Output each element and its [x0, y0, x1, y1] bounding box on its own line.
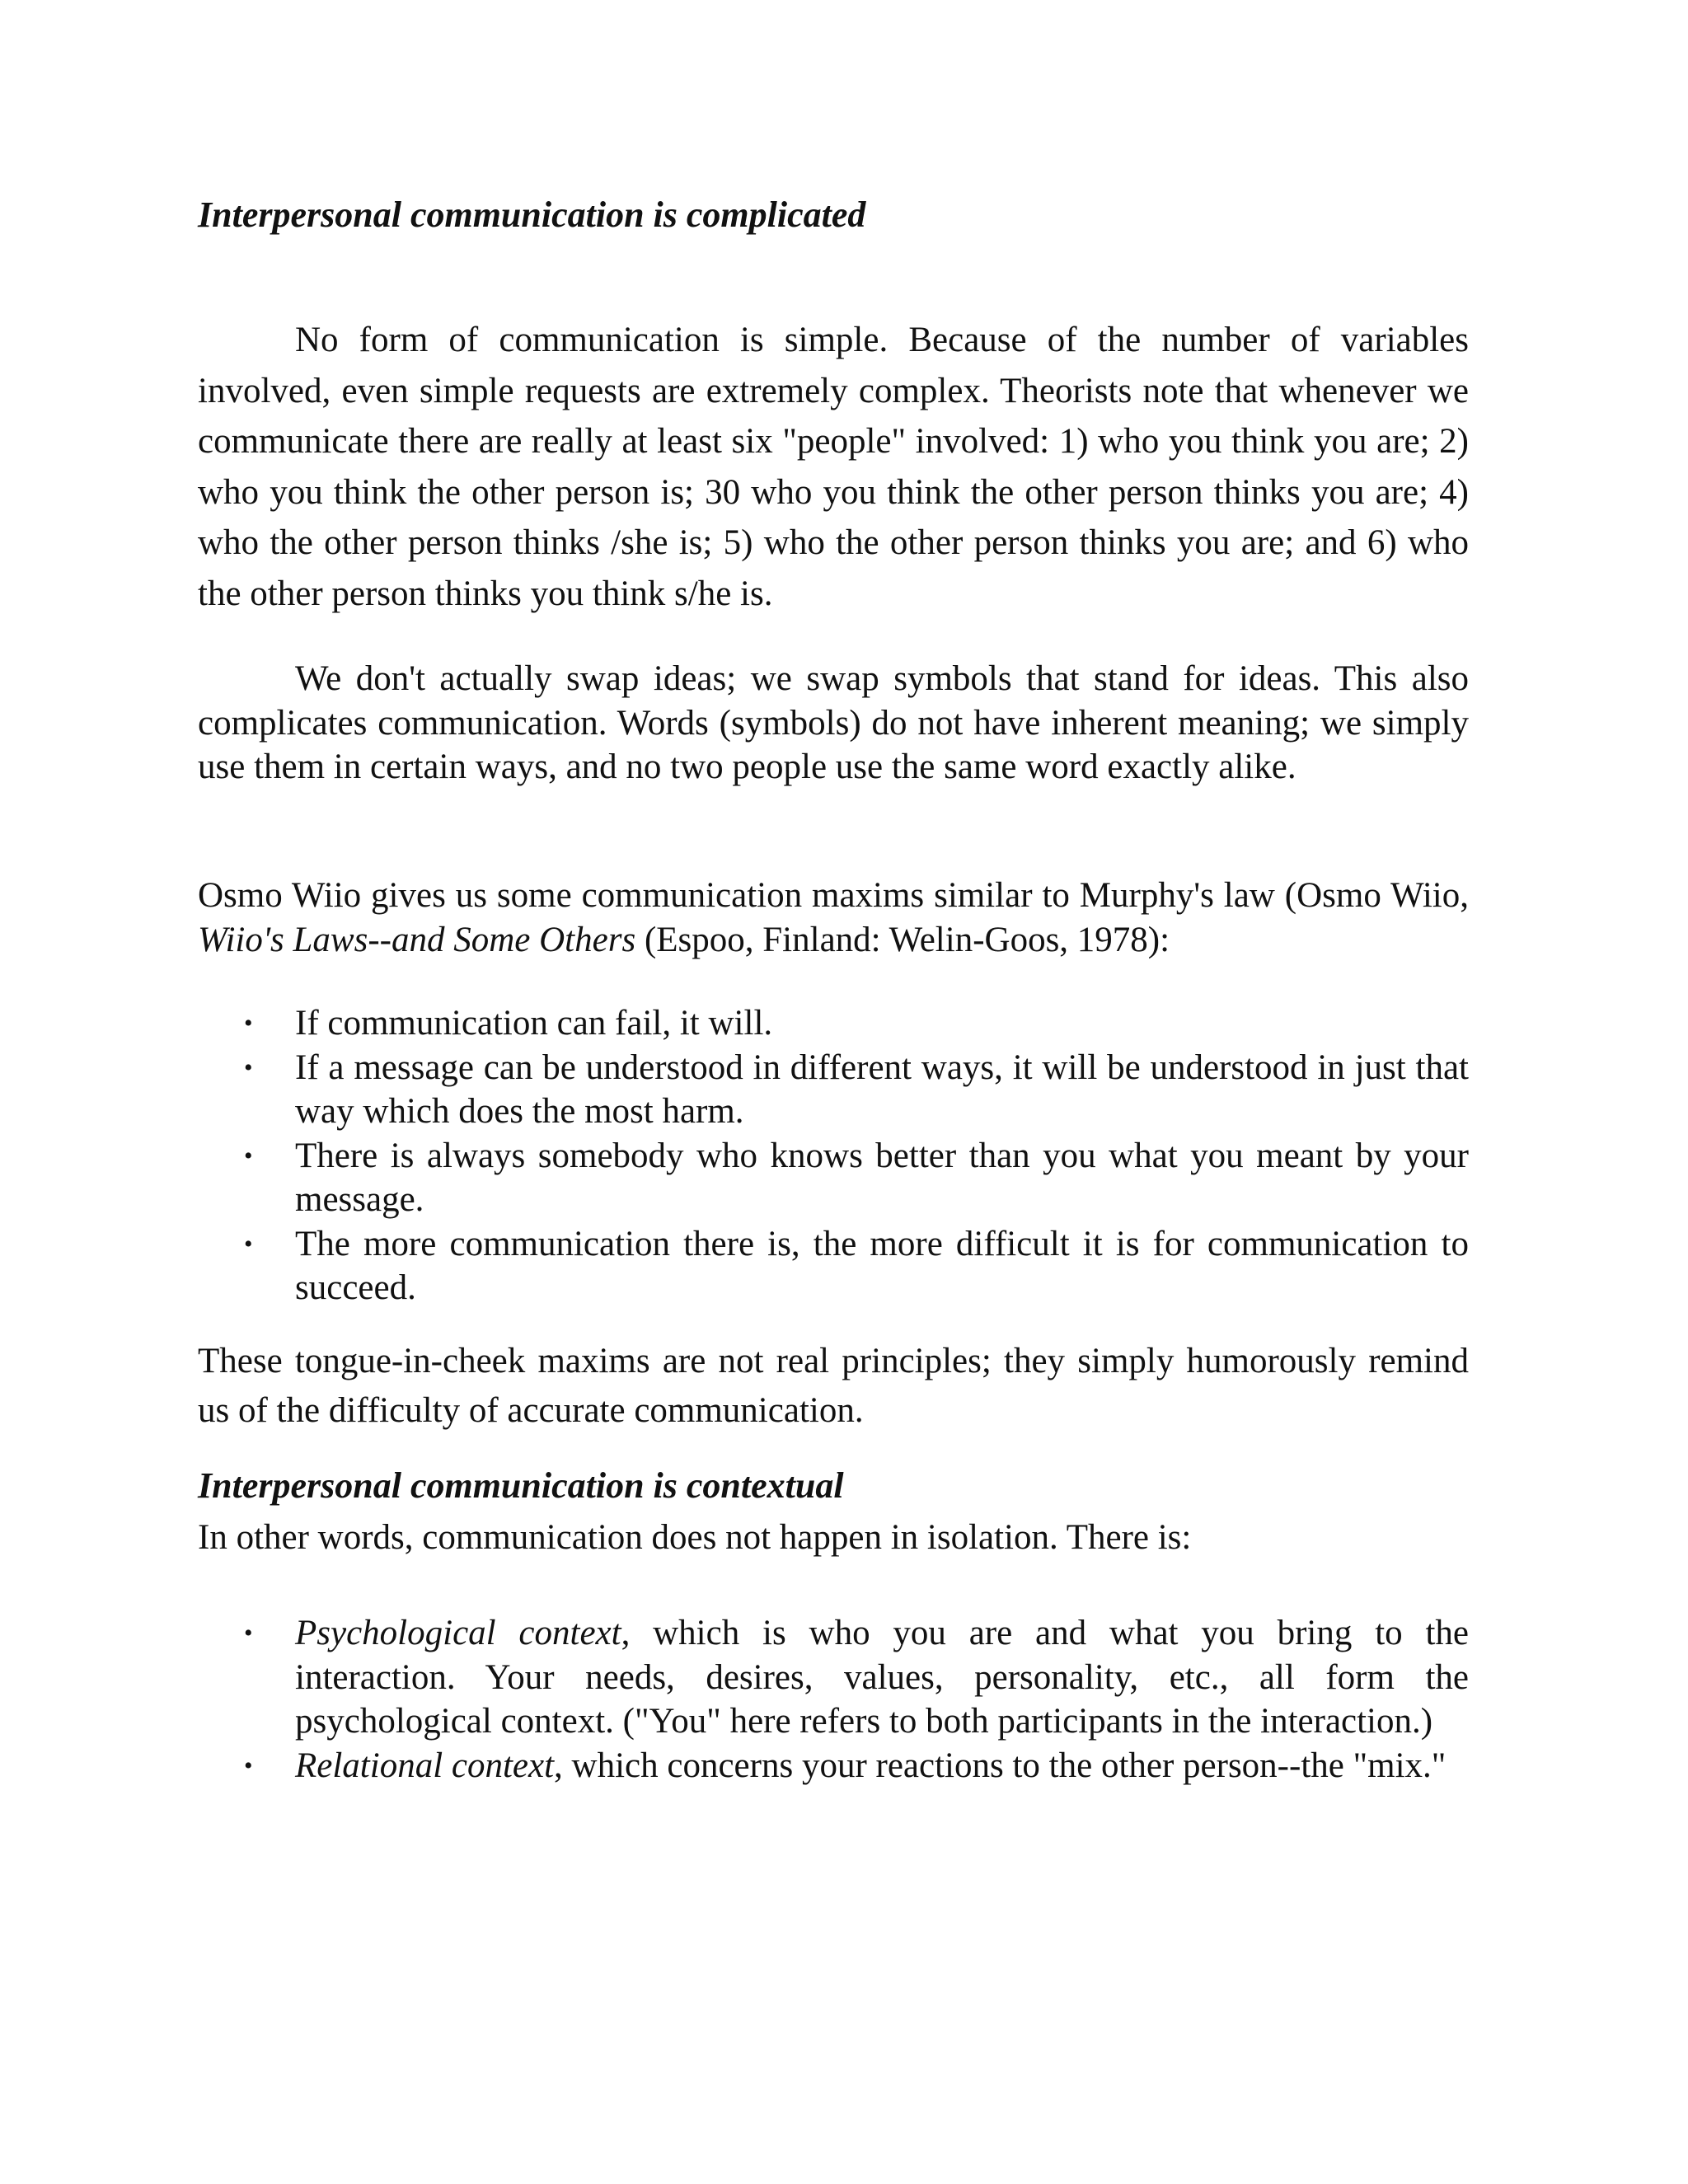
context-description: , which is who you are and what you bring to the interaction. Your needs, desires, values, personality, etc., all form the psychological context. ("You" here refers to both participants in the interaction.) — [295, 1614, 1469, 1741]
maxim-text: If communication can fail, it will. — [295, 1004, 773, 1043]
bullet-icon: • — [244, 1141, 253, 1169]
paragraph-context-intro: In other words, communication does not happen in isolation. There is: — [198, 1518, 1192, 1557]
list-item — [198, 1134, 1469, 1222]
document-page — [198, 0, 1469, 2184]
wiio-intro-text: Osmo Wiio gives us some communication maxims similar to Murphy's law (Osmo Wiio, — [198, 876, 1469, 915]
paragraph-symbols: We don't actually swap ideas; we swap symbols that stand for ideas. This also complicates communication. Words (symbols) do not have inherent meaning; we simply use them in certain ways, and no two people use the same word exactly alike. — [198, 659, 1469, 786]
context-term: Relational context — [295, 1746, 555, 1785]
context-description: , which concerns your reactions to the other person--the "mix." — [554, 1746, 1447, 1785]
maxim-text: If a message can be understood in different ways, it will be understood in just that way which does the most harm. — [295, 1047, 1469, 1131]
wiio-citation-text: (Espoo, Finland: Welin-Goos, 1978): — [635, 920, 1170, 959]
section-heading-complicated: Interpersonal communication is complicated — [198, 194, 866, 235]
paragraph-wiio-intro — [198, 874, 1469, 962]
list-item — [198, 1001, 1469, 1046]
context-term: Psychological context — [295, 1614, 621, 1652]
bullet-icon: • — [244, 1053, 253, 1081]
wiio-maxims-list — [198, 1001, 1469, 1310]
contexts-list — [198, 1611, 1469, 1788]
bullet-icon: • — [244, 1619, 253, 1647]
wiio-book-title: Wiio's Laws--and Some Others — [198, 920, 636, 959]
list-item — [198, 1046, 1469, 1134]
list-item — [198, 1222, 1469, 1310]
bullet-icon: • — [244, 1751, 253, 1779]
list-item — [198, 1744, 1469, 1788]
bullet-icon: • — [244, 1230, 253, 1258]
maxim-text: The more communication there is, the more difficult it is for communication to succeed. — [295, 1224, 1469, 1307]
paragraph-six-people: No form of communication is simple. Because of the number of variables involved, even simple requests are extremely complex. Theorists note that whenever we communicate there are really at least six "people" involved: 1) who you think you are; 2) who you think the other person is; 30 who you think the other person thinks you are; 4) who the other person thinks /she is; 5) who the other person thinks you are; and 6) who the other person thinks you think s/he is. — [198, 321, 1469, 613]
list-item — [198, 1611, 1469, 1744]
bullet-icon: • — [244, 1010, 253, 1037]
section-heading-contextual: Interpersonal communication is contextual — [198, 1465, 844, 1506]
maxim-text: There is always somebody who knows better than you what you meant by your message. — [295, 1136, 1469, 1219]
paragraph-maxims-summary: These tongue-in-cheek maxims are not real principles; they simply humorously remind us of the difficulty of accurate communication. — [198, 1342, 1469, 1430]
